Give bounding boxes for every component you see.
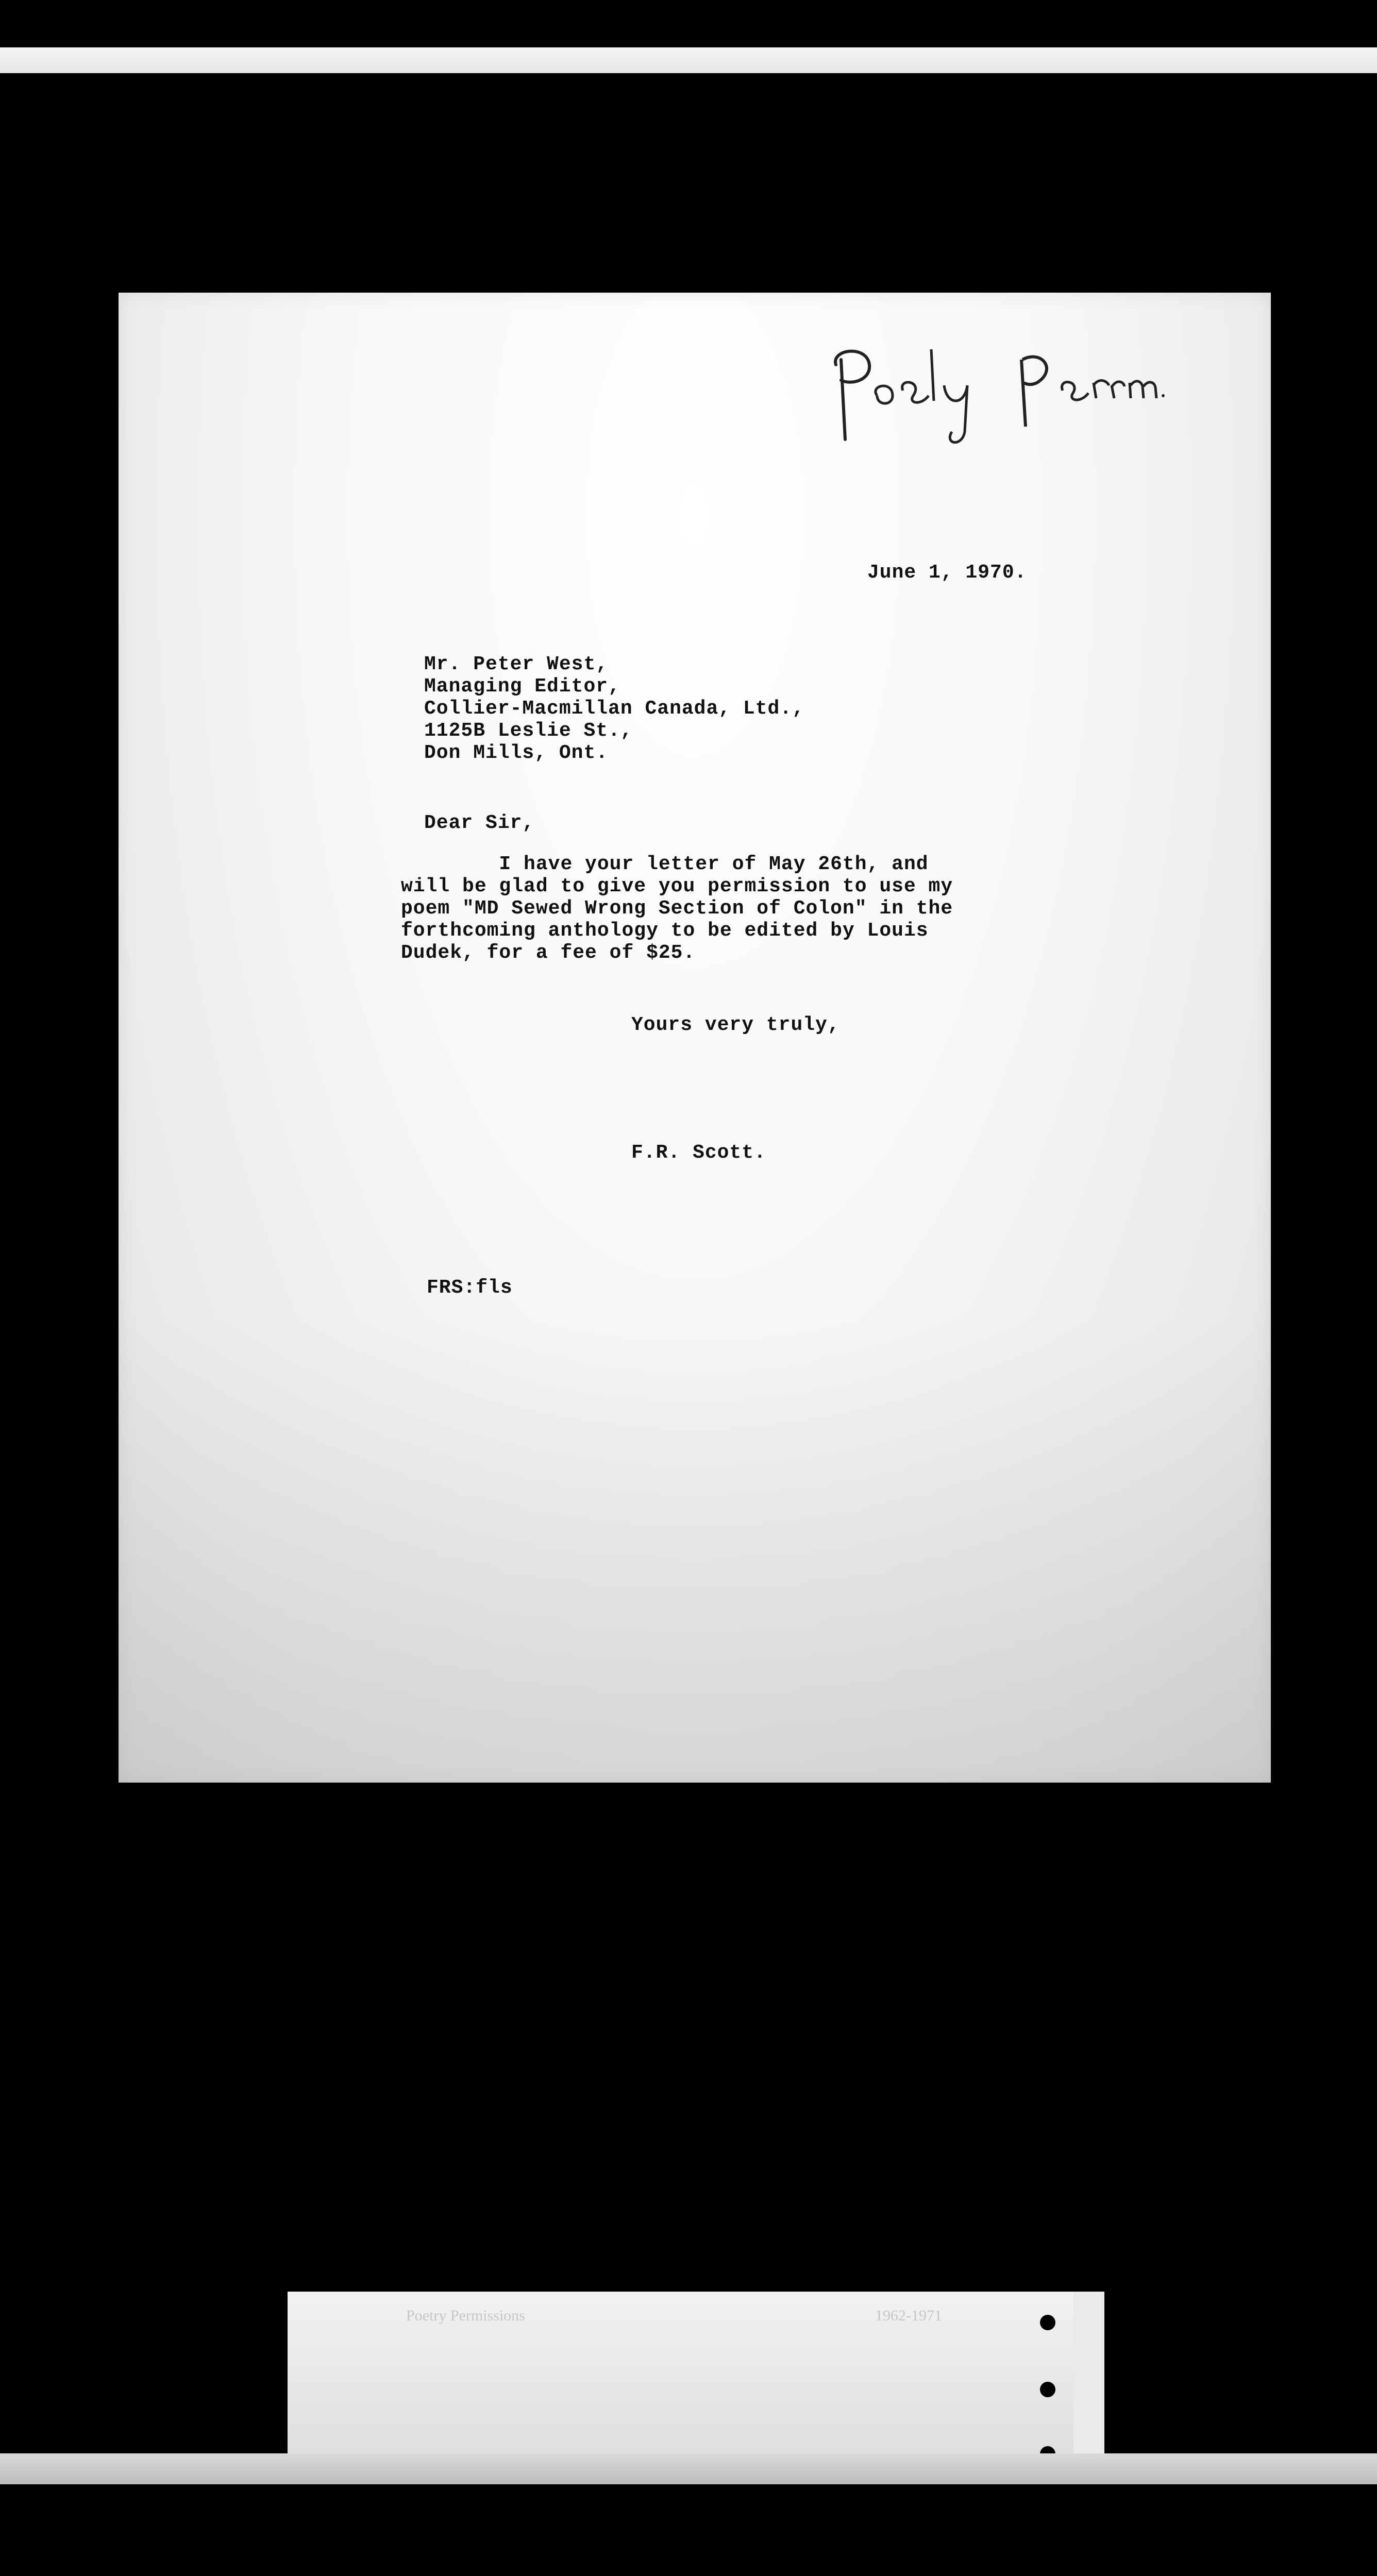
- letter-body: [401, 853, 953, 964]
- card-tab: [1073, 2292, 1104, 2462]
- body-line: forthcoming anthology to be edited by Louis: [401, 920, 929, 942]
- letter-date: June 1, 1970.: [867, 562, 1027, 584]
- body-line: poem "MD Sewed Wrong Section of Colon" in the: [401, 897, 953, 920]
- address-line: Collier-Macmillan Canada, Ltd.,: [424, 698, 804, 720]
- film-strip-bottom: [0, 2453, 1377, 2484]
- reference-initials: FRS:fls: [427, 1277, 513, 1299]
- salutation: Dear Sir,: [424, 812, 535, 834]
- address-line: Mr. Peter West,: [424, 653, 609, 675]
- punch-hole: [1040, 2315, 1055, 2330]
- handwritten-annotation: [820, 329, 1171, 447]
- folder-index-card: [288, 2292, 1073, 2462]
- body-line: I have your letter of May 26th, and: [401, 853, 929, 875]
- punch-hole: [1040, 2382, 1055, 2397]
- folder-label: Poetry Permissions: [406, 2307, 525, 2324]
- signature-name: F.R. Scott.: [631, 1142, 766, 1164]
- address-line: Managing Editor,: [424, 675, 620, 698]
- address-line: 1125B Leslie St.,: [424, 720, 633, 742]
- body-line: Dudek, for a fee of $25.: [401, 942, 696, 964]
- letter-page: [119, 293, 1271, 1783]
- address-line: Don Mills, Ont.: [424, 742, 609, 764]
- body-line: will be glad to give you permission to use my: [401, 875, 953, 897]
- complimentary-closing: Yours very truly,: [631, 1014, 840, 1036]
- recipient-address: [424, 653, 804, 764]
- film-strip-top: [0, 47, 1377, 73]
- folder-date-range: 1962-1971: [875, 2307, 942, 2324]
